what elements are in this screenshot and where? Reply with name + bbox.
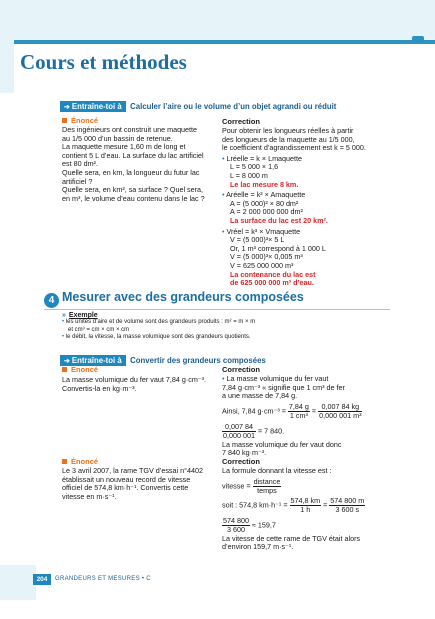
fraction: $\frac{7,84 g}{\text{1 cm³}}$ [288,401,309,420]
bullet-icon: • [222,374,227,383]
ex2-correction-label: Correction [222,365,260,374]
orange-square-icon [62,459,67,464]
text-line: Or, 1 m³ correspond à 1 000 L [230,243,326,253]
bullet-icon: • [62,319,66,325]
fraction: $\frac{574 800 m}{3 600 s}$ [330,495,365,514]
conversion-result: $\frac{0,007 84}{0,000 001}$ = 7 840. [223,421,285,440]
volume-formula: • Vréel = k³ × Vmaquette [222,226,301,236]
text-line: 7 840 kg·m⁻³. [222,448,267,458]
ex2-enonce-text [62,376,206,393]
pointer-icon: » [62,312,66,319]
ex3-enonce-label: Énoncé [62,457,98,466]
page-number: 204 [33,574,51,585]
fraction: $\frac{574 800}{3 600}$ [223,515,249,534]
text-line: établissait un nouveau record de vitesse [62,474,191,484]
text-line: A = (5 000)² × 80 dm² [230,198,299,208]
ex1-header [60,96,336,114]
ex1-title: Calculer l’aire ou le volume d’un objet agrandi ou réduit [130,102,337,111]
ex2-pill-label: Entraîne-toi à [71,356,122,365]
text-line: d’environ 159,7 m·s⁻¹. [222,542,294,552]
bullet-icon: • [222,190,227,200]
text-line: le coefficient d’agrandissement est k = 5 000. [222,143,366,153]
volume-result: La contenance du lac est [230,269,316,279]
text-line: V = 625 000 000 m³ [230,260,294,270]
ex1-pill-label: Entraîne-toi à [71,102,122,111]
text-line: Le 3 avril 2007, la rame TGV d’essai n°4402 [62,466,203,475]
ex2-enonce-label: Énoncé [62,365,98,374]
ex3-correction-label: Correction [222,457,260,466]
text-line: L = 8 000 m [230,170,268,180]
example-bullet: et cm³ = cm × cm × cm [68,326,130,333]
header-strip [14,40,435,44]
fraction: $\frac{\text{distance}}{\text{temps}}$ [253,476,281,495]
section-number: 4 [44,293,59,308]
ex3-enonce-text [62,467,203,501]
text-line: en m³, le volume d’eau contenu dans le lac ? [62,193,205,203]
footer-corner [0,565,36,600]
text-line: des longueurs de la maquette au 1/5 000, [222,134,355,144]
text-line: Pour obtenir les longueurs réelles à partir [222,126,354,135]
length-result: Le lac mesure 8 km. [230,179,299,189]
text-line: L = 5 000 × 1,6 [230,162,279,172]
text-line: artificiel ? [62,176,93,186]
example-bullet: • le débit, la vitesse, la masse volumique sont des grandeurs quotients. [62,334,251,341]
text-line: V = (5 000)³× 5 L [230,235,285,245]
bullet-icon: • [62,334,66,341]
text-line: La masse volumique du fer vaut donc [222,439,342,449]
speed-formula: vitesse = $\frac{\text{distance}}{\text{temps}}$ [222,476,281,495]
ex1-correction-label: Correction [222,117,260,126]
speed-conversion: soit : 574,8 km·h⁻¹ = $\frac{574,8 km}{1 h}$ = $\frac{574 800 m}{3 600 s}$ [222,495,365,514]
example-block [62,312,255,342]
orange-square-icon [62,118,67,123]
text-line: A = 2 000 000 000 dm² [230,207,303,217]
text-line: est 80 dm². [62,159,98,169]
section-divider [44,309,390,310]
ex3-correction-text [222,467,365,552]
text-line: Des ingénieurs ont construit une maquette [62,125,198,134]
header-tab [412,36,424,44]
conversion-equation: Ainsi, 7,84 g·cm⁻³ = $\frac{7,84 g}{\text{1 cm³}}$ = $\frac{0,007 84 kg}{\text{0,000 001 m³}}$ [222,401,362,420]
text-line: La formule donnant la vitesse est : [222,466,332,475]
text-line: La maquette mesure 1,60 m de long et [62,142,186,152]
fraction: $\frac{0,007 84}{0,000 001}$ [223,421,255,440]
text-line: au 1/5 000 d’un bassin de retenue. [62,133,173,143]
ex1-enonce-text [62,126,205,203]
ex2-title: Convertir des grandeurs composées [130,356,266,365]
section-title: Mesurer avec des grandeurs composées [62,290,304,304]
arrow-icon: ➔ [64,104,70,111]
ex1-correction-text [222,127,366,288]
volume-result: de 625 000 000 m³ d’eau. [230,278,314,288]
text-line: • La masse volumique du fer vaut [222,374,329,383]
ex1-enonce-label: Énoncé [62,116,98,125]
bullet-icon: • [222,226,227,236]
page-title: Cours et méthodes [20,50,187,74]
example-label: » Exemple [62,312,98,319]
text-line: V = (5 000)³× 0,005 m³ [230,252,303,262]
orange-square-icon [62,367,67,372]
length-formula: • Lréelle = k × Lmaquette [222,153,303,163]
text-line: Quelle sera, en km, la longueur du futur lac [62,167,200,177]
text-line: contient 5 L d’eau. La surface du lac artificiel [62,150,204,160]
text-line: a une masse de 7,84 g. [222,391,298,401]
example-bullet: • les unités d’aire et de volume sont des grandeurs produits : m² = m × m [62,319,256,325]
text-line: officiel de 574,8 km·h⁻¹. Convertis cette [62,483,189,493]
bullet-icon: • [222,153,227,163]
text-line: Convertis-la en kg·m⁻³. [62,383,137,393]
text-line: La masse volumique du fer vaut 7,84 g·cm⁻³. [62,375,207,384]
text-line: La vitesse de cette rame de TGV était alors [222,533,361,543]
area-formula: • Aréelle = k² × Amaquette [222,190,306,200]
fraction: $\frac{0,007 84 kg}{\text{0,000 001 m³}}$ [319,401,362,420]
fraction: $\frac{574,8 km}{1 h}$ [290,495,321,514]
ex1-pill [60,101,126,112]
text-line: Quelle sera, en km², sa surface ? Quel sera, [62,185,204,195]
text-line: vitesse en m·s⁻¹. [62,491,117,501]
arrow-icon: ➔ [64,358,70,365]
text-line: 7,84 g·cm⁻³ « signifie que 1 cm³ de fer [222,382,345,392]
speed-result: $\frac{574 800}{3 600}$ ≈ 159,7 [223,515,276,534]
ex2-correction-text [222,375,362,458]
area-result: La surface du lac est 20 km². [230,215,328,225]
footer-label: GRANDEURS ET MESURES • C [55,576,151,582]
